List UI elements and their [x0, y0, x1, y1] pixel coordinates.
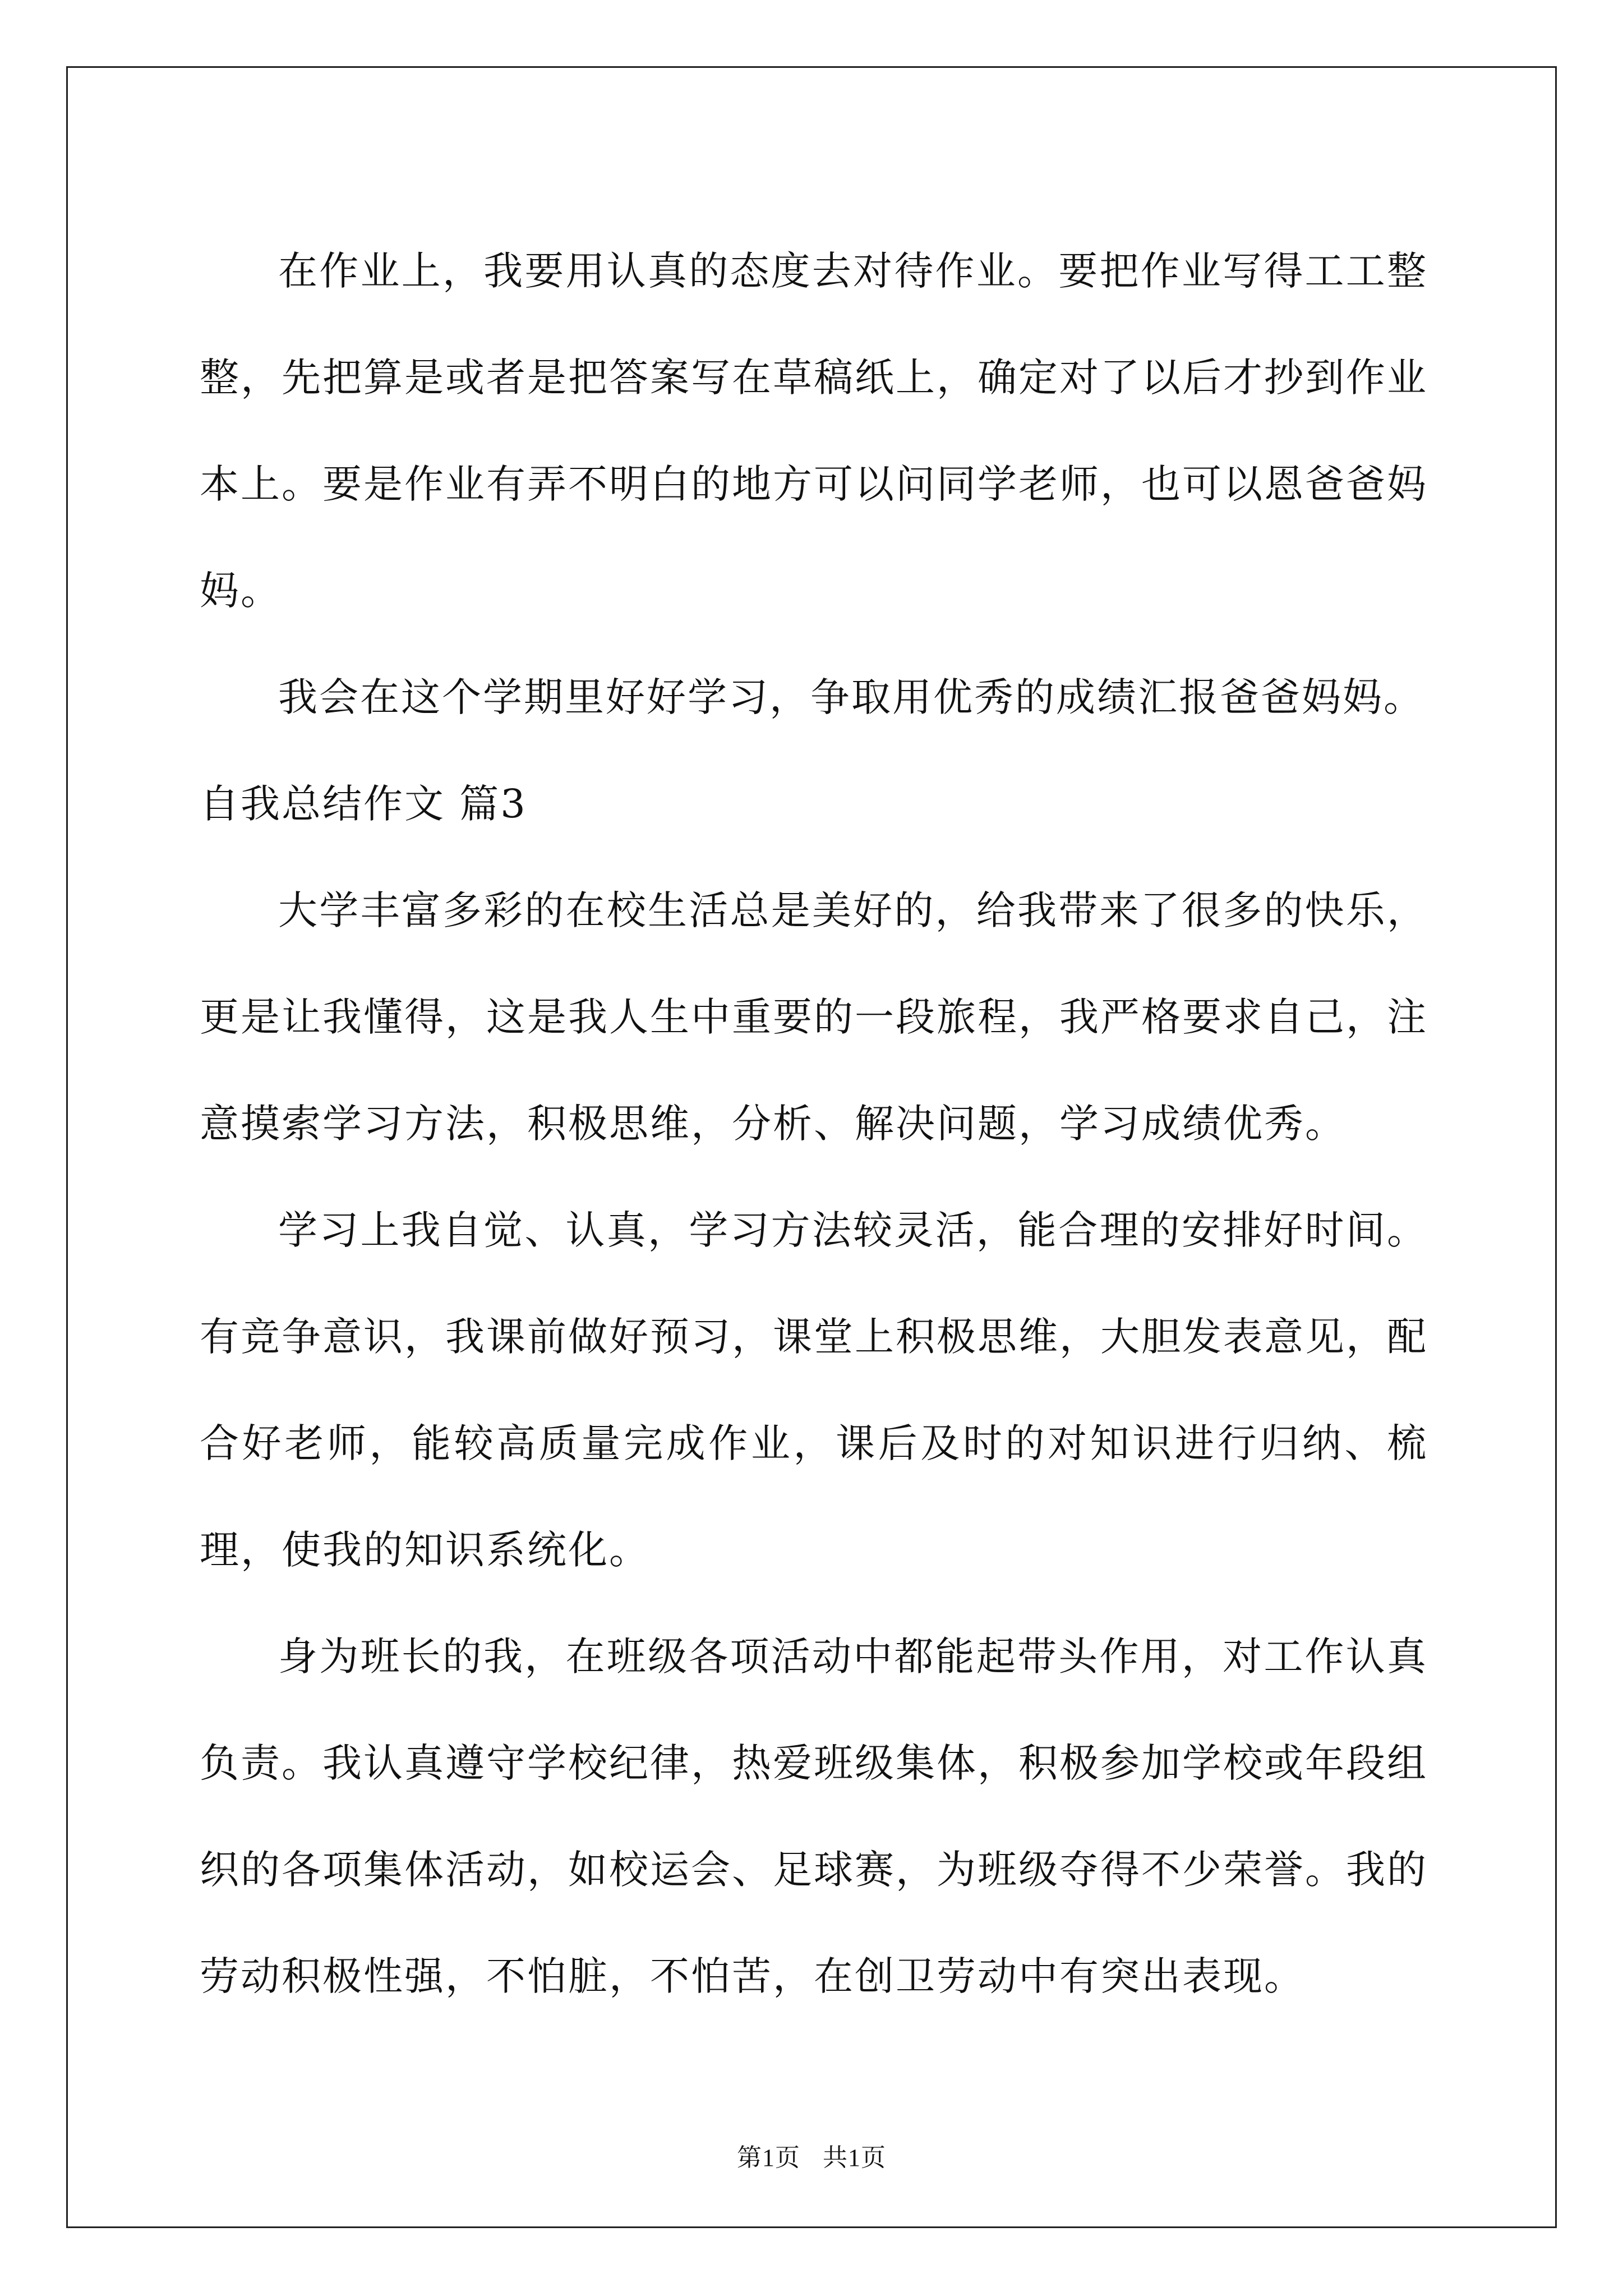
page-total: 共1页 [823, 2144, 886, 2171]
page-number: 第1页 [737, 2144, 800, 2171]
document-body [200, 218, 1428, 2030]
paragraph: 身为班长的我，在班级各项活动中都能起带头作用，对工作认真负责。我认真遵守学校纪律，热爱班级集体，积极参加学校或年段组织的各项集体活动，如校运会、足球赛，为班级夺得不少荣誉。我的劳动积极性强，不怕脏，不怕苦，在创卫劳动中有突出表现。 [200, 1634, 1428, 1999]
paragraph: 在作业上，我要用认真的态度去对待作业。要把作业写得工工整整，先把算是或者是把答案写在草稿纸上，确定对了以后才抄到作业本上。要是作业有弄不明白的地方可以问同学老师，也可以恩爸爸妈妈。 [200, 248, 1428, 614]
section-heading: 自我总结作文 篇3 [200, 781, 527, 827]
page-footer [0, 2137, 1623, 2173]
paragraph: 我会在这个学期里好好学习，争取用优秀的成绩汇报爸爸妈妈。 [278, 674, 1424, 720]
paragraph: 大学丰富多彩的在校生活总是美好的，给我带来了很多的快乐，更是让我懂得，这是我人生中重要的一段旅程，我严格要求自己，注意摸索学习方法，积极思维，分析、解决问题，学习成绩优秀。 [200, 887, 1428, 1147]
paragraph: 学习上我自觉、认真，学习方法较灵活，能合理的安排好时间。有竞争意识，我课前做好预习，课堂上积极思维，大胆发表意见，配合好老师，能较高质量完成作业，课后及时的对知识进行归纳、梳理，使我的知识系统化。 [200, 1207, 1428, 1573]
